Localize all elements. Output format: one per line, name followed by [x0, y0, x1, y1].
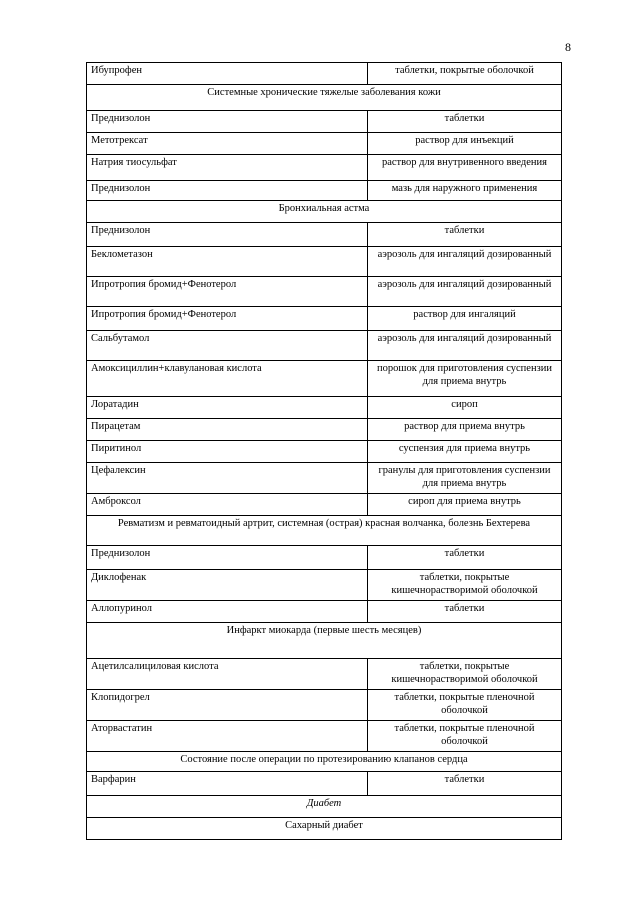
- dosage-form: раствор для приема внутрь: [368, 419, 562, 441]
- dosage-form: таблетки, покрытые пленочной оболочкой: [368, 721, 562, 752]
- dosage-form: раствор для ингаляций: [368, 307, 562, 331]
- dosage-form: таблетки: [368, 223, 562, 247]
- drug-row: [87, 601, 562, 623]
- drug-name: Пирацетам: [87, 419, 368, 441]
- section-heading: Сахарный диабет: [87, 818, 562, 840]
- dosage-form: таблетки, покрытые кишечнорастворимой оболочкой: [368, 659, 562, 690]
- dosage-form: гранулы для приготовления суспензии для приема внутрь: [368, 463, 562, 494]
- dosage-form: таблетки, покрытые кишечнорастворимой оболочкой: [368, 570, 562, 601]
- drug-name: Варфарин: [87, 772, 368, 796]
- dosage-form: сироп: [368, 397, 562, 419]
- drug-name: Сальбутамол: [87, 331, 368, 361]
- drug-row: [87, 155, 562, 181]
- drug-row: [87, 397, 562, 419]
- section-heading: Системные хронические тяжелые заболевания кожи: [87, 85, 562, 111]
- drug-name: Пиритинол: [87, 441, 368, 463]
- drug-name: Беклометазон: [87, 247, 368, 277]
- drug-name: Преднизолон: [87, 223, 368, 247]
- drug-name: Ипротропия бромид+Фенотерол: [87, 307, 368, 331]
- drug-row: [87, 494, 562, 516]
- dosage-form: таблетки: [368, 601, 562, 623]
- drug-row: [87, 419, 562, 441]
- drug-row: [87, 361, 562, 397]
- dosage-form: таблетки: [368, 546, 562, 570]
- drug-row: [87, 223, 562, 247]
- drug-row: [87, 331, 562, 361]
- drug-row: [87, 570, 562, 601]
- section-row: [87, 85, 562, 111]
- dosage-form: таблетки: [368, 772, 562, 796]
- drug-row: [87, 721, 562, 752]
- subsection-row: [87, 796, 562, 818]
- drug-row: [87, 111, 562, 133]
- subsection-heading: Диабет: [87, 796, 562, 818]
- dosage-form: мазь для наружного применения: [368, 181, 562, 201]
- section-heading: Инфаркт миокарда (первые шесть месяцев): [87, 623, 562, 659]
- dosage-form: таблетки, покрытые пленочной оболочкой: [368, 690, 562, 721]
- dosage-form: порошок для приготовления суспензии для приема внутрь: [368, 361, 562, 397]
- drug-row: [87, 463, 562, 494]
- drug-name: Клопидогрел: [87, 690, 368, 721]
- drug-row: [87, 307, 562, 331]
- drug-row: [87, 546, 562, 570]
- dosage-form: таблетки, покрытые оболочкой: [368, 63, 562, 85]
- dosage-form: аэрозоль для ингаляций дозированный: [368, 331, 562, 361]
- drug-table-body: [87, 63, 562, 840]
- dosage-form: таблетки: [368, 111, 562, 133]
- section-row: [87, 516, 562, 546]
- section-heading: Ревматизм и ревматоидный артрит, системная (острая) красная волчанка, болезнь Бехтерева: [87, 516, 562, 546]
- drug-name: Лоратадин: [87, 397, 368, 419]
- section-row: [87, 752, 562, 772]
- dosage-form: суспензия для приема внутрь: [368, 441, 562, 463]
- drug-row: [87, 63, 562, 85]
- drug-name: Амброксол: [87, 494, 368, 516]
- drug-row: [87, 441, 562, 463]
- drug-name: Ибупрофен: [87, 63, 368, 85]
- dosage-form: аэрозоль для ингаляций дозированный: [368, 277, 562, 307]
- section-row: [87, 201, 562, 223]
- drug-row: [87, 247, 562, 277]
- drug-name: Цефалексин: [87, 463, 368, 494]
- drug-name: Аллопуринол: [87, 601, 368, 623]
- dosage-form: раствор для внутривенного введения: [368, 155, 562, 181]
- section-heading: Состояние после операции по протезированию клапанов сердца: [87, 752, 562, 772]
- drug-row: [87, 690, 562, 721]
- page-number: 8: [565, 40, 571, 54]
- drug-name: Преднизолон: [87, 181, 368, 201]
- drug-row: [87, 772, 562, 796]
- drug-name: Ипротропия бромид+Фенотерол: [87, 277, 368, 307]
- dosage-form: аэрозоль для ингаляций дозированный: [368, 247, 562, 277]
- drug-name: Диклофенак: [87, 570, 368, 601]
- section-heading: Бронхиальная астма: [87, 201, 562, 223]
- drug-name: Ацетилсалициловая кислота: [87, 659, 368, 690]
- drug-name: Преднизолон: [87, 111, 368, 133]
- drug-row: [87, 659, 562, 690]
- drug-name: Метотрексат: [87, 133, 368, 155]
- dosage-form: сироп для приема внутрь: [368, 494, 562, 516]
- drug-name: Аторвастатин: [87, 721, 368, 752]
- dosage-form: раствор для инъекций: [368, 133, 562, 155]
- drug-name: Преднизолон: [87, 546, 368, 570]
- section-row: [87, 818, 562, 840]
- drug-row: [87, 277, 562, 307]
- drug-row: [87, 181, 562, 201]
- section-row: [87, 623, 562, 659]
- drug-table: [86, 62, 562, 840]
- drug-name: Амоксициллин+клавулановая кислота: [87, 361, 368, 397]
- drug-row: [87, 133, 562, 155]
- drug-name: Натрия тиосульфат: [87, 155, 368, 181]
